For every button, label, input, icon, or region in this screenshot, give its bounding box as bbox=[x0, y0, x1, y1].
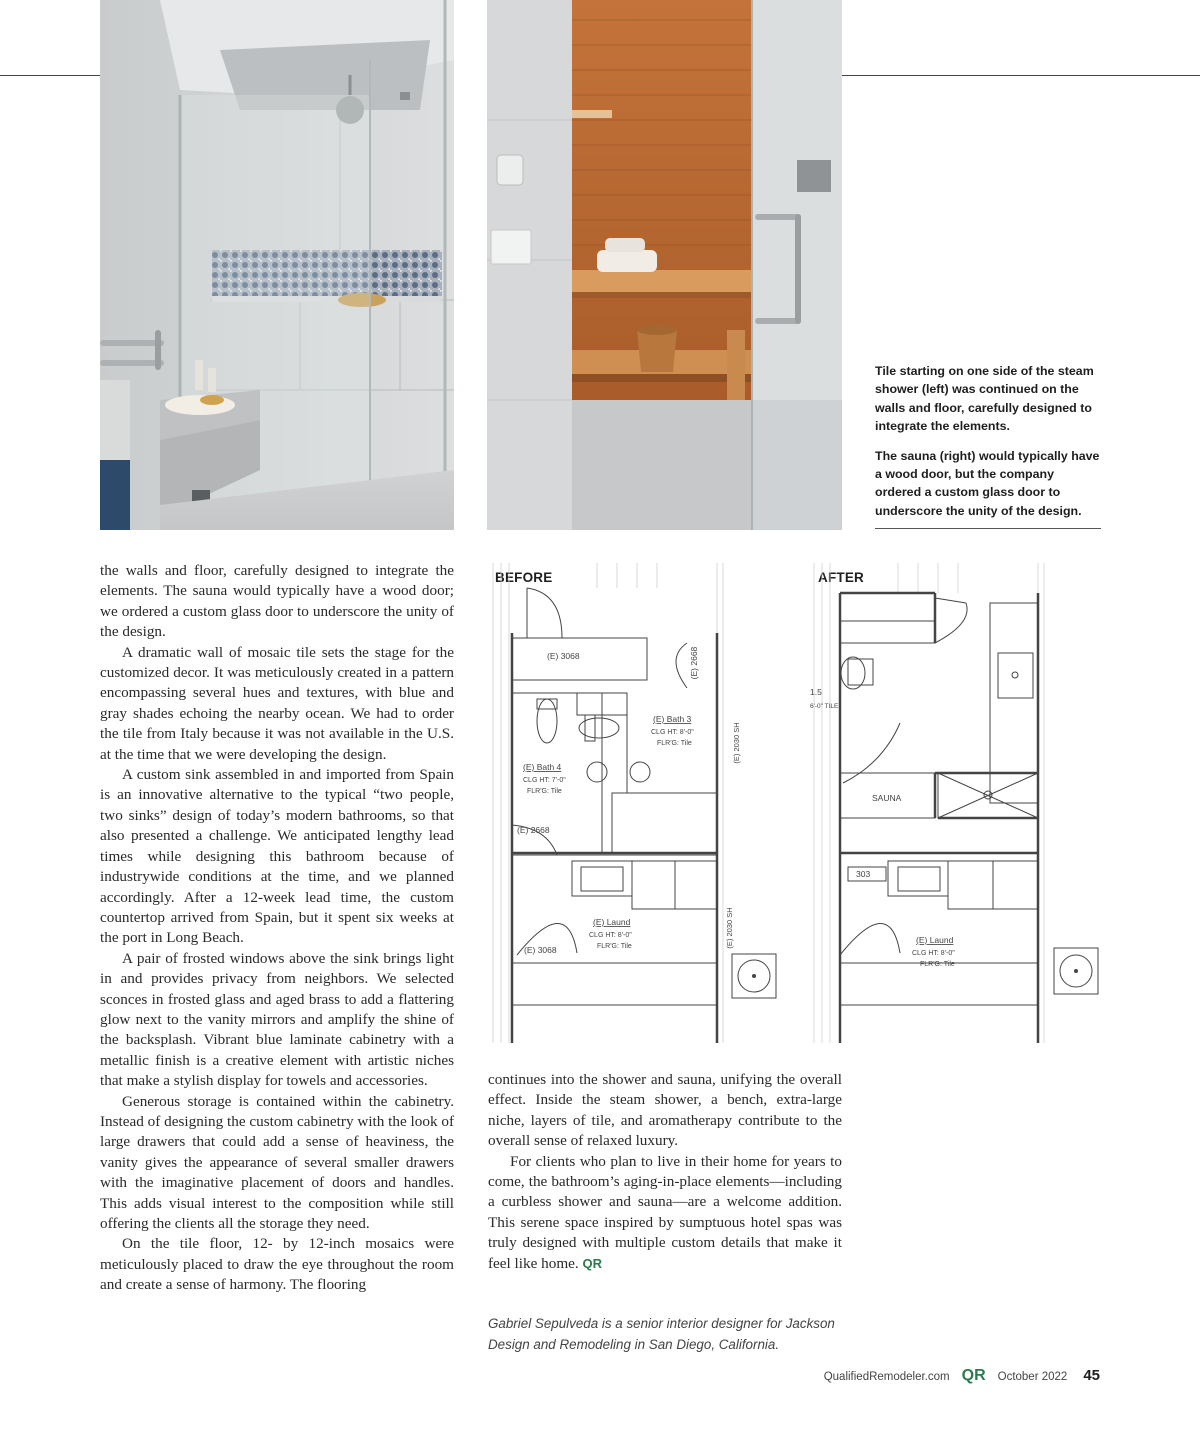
page-number: 45 bbox=[1083, 1367, 1100, 1384]
after-sauna-label: SAUNA bbox=[872, 793, 902, 803]
before-laund-clg: CLG HT: 8'-0" bbox=[589, 932, 632, 939]
paragraph bbox=[488, 1152, 842, 1274]
before-door-bottom: (E) 3068 bbox=[524, 945, 557, 955]
footer-qr-logo: QR bbox=[961, 1367, 986, 1384]
before-label: BEFORE bbox=[495, 570, 553, 585]
paragraph: On the tile floor, 12- by 12-inch mosaics were meticulously placed to draw the eye throughout the room and create a sense of harmony. The flooring bbox=[100, 1235, 454, 1294]
before-bath3-clg: CLG HT: 8'-0" bbox=[651, 729, 694, 736]
article-column-right bbox=[488, 1070, 842, 1274]
before-bath3-flr: FLR'G: Tile bbox=[657, 740, 692, 747]
paragraph: the walls and floor, carefully designed to integrate the elements. The sauna would typically have a wood door; we ordered a custom glass door to underscore the unity of the design. bbox=[100, 562, 454, 641]
after-laund-name: (E) Laund bbox=[916, 935, 954, 945]
before-bath3-name: (E) Bath 3 bbox=[653, 714, 692, 724]
after-door-303: 303 bbox=[856, 869, 871, 879]
before-bath4-name: (E) Bath 4 bbox=[523, 762, 562, 772]
qr-end-mark: QR bbox=[582, 1255, 602, 1271]
after-label: AFTER bbox=[818, 570, 864, 585]
sauna-photo bbox=[487, 0, 842, 530]
article-column-left bbox=[100, 561, 454, 1296]
before-floor-plan bbox=[487, 563, 741, 1043]
before-door-right: (E) 2668 bbox=[689, 646, 699, 680]
caption-paragraph-1: Tile starting on one side of the steam shower (left) was continued on the walls and floor, carefully designed to integrate the elements. bbox=[875, 364, 1094, 434]
after-floor-plan bbox=[808, 563, 1048, 1043]
photo-caption bbox=[875, 362, 1101, 531]
paragraph: continues into the shower and sauna, unifying the overall effect. Inside the steam shower, a bench, extra-large niche, layers of tile, and aromatherapy contribute to the overall sense of relaxed luxury. bbox=[488, 1071, 842, 1150]
before-bath4-clg: CLG HT: 7'-0" bbox=[523, 777, 566, 784]
after-laund-clg: CLG HT: 8'-0" bbox=[912, 950, 955, 957]
after-laund-flr: FLR'G: Tile bbox=[920, 961, 955, 968]
before-window-upper: (E) 2030 SH bbox=[732, 722, 741, 764]
before-window-lower: (E) 2030 SH bbox=[725, 907, 734, 949]
before-bath4-flr: FLR'G: Tile bbox=[527, 788, 562, 795]
header-rule-left bbox=[0, 75, 100, 76]
paragraph: A dramatic wall of mosaic tile sets the stage for the customized decor. It was meticulously created in a pattern encompassing several hues and textures, with blue and gray shades echoing the nearby ocean. We had to order the tile from Italy because it was not available in the U.S. at the time that we were developing the design. bbox=[100, 643, 454, 763]
after-tile-note: 6'-0" TILE bbox=[810, 703, 839, 710]
caption-rule bbox=[875, 528, 1101, 529]
before-door-top: (E) 3068 bbox=[547, 651, 580, 661]
footer-issue-date: October 2022 bbox=[997, 1371, 1068, 1383]
steam-shower-photo bbox=[100, 0, 454, 530]
before-washer-symbol bbox=[730, 952, 780, 1002]
paragraph: Generous storage is contained within the cabinetry. Instead of designing the custom cabinetry with the look of large drawers that could add a sense of heaviness, the vanity gives the appearance of several smaller drawers with the imaginative placement of doors and handles. This adds visual interest to the composition while still offering the clients all the storage they need. bbox=[100, 1092, 454, 1232]
before-laund-name: (E) Laund bbox=[593, 917, 631, 927]
author-bio: Gabriel Sepulveda is a senior interior designer for Jackson Design and Remodeling in San Diego, California. bbox=[488, 1316, 835, 1352]
paragraph: A pair of frosted windows above the sink brings light in and provides privacy from neighbors. We selected sconces in frosted glass and aged brass to add a flattering glow next to the vanity mirrors and amplify the shine of the backsplash. Vibrant blue laminate cabinetry with a metallic finish is a creative element with artistic niches that make a stylish display for towels and accessories. bbox=[100, 949, 454, 1090]
paragraph: A custom sink assembled in and imported from Spain is an innovative alternative to the typical “two people, two sinks” design of today’s modern bathrooms, so that also presented a challenge. We anticipated lengthy lead times while designing this bathroom because of industrywide conditions at the time, and we planned accordingly. After a 12-week lead time, the custom countertop arrived from Spain, but it spent six weeks at the port in Long Beach. bbox=[100, 766, 454, 947]
before-door-mid: (E) 2668 bbox=[517, 825, 550, 835]
after-tile-num: 1.5 bbox=[810, 687, 822, 697]
page-footer bbox=[824, 1367, 1100, 1387]
caption-paragraph-2: The sauna (right) would typically have a wood door, but the company ordered a custom glass door to underscore the unity of the design. bbox=[875, 448, 1100, 518]
after-washer-symbol bbox=[1052, 946, 1102, 998]
header-rule-right bbox=[842, 75, 1200, 76]
footer-site-url[interactable]: QualifiedRemodeler.com bbox=[823, 1371, 950, 1383]
paragraph-text: For clients who plan to live in their home for years to come, the bathroom’s aging-in-place elements—including a curbless shower and sauna—are a welcome addition. This serene space inspired by sumptuous hotel spas was truly designed with multiple custom details that make it feel like home. bbox=[488, 1152, 842, 1272]
before-laund-flr: FLR'G: Tile bbox=[597, 943, 632, 950]
